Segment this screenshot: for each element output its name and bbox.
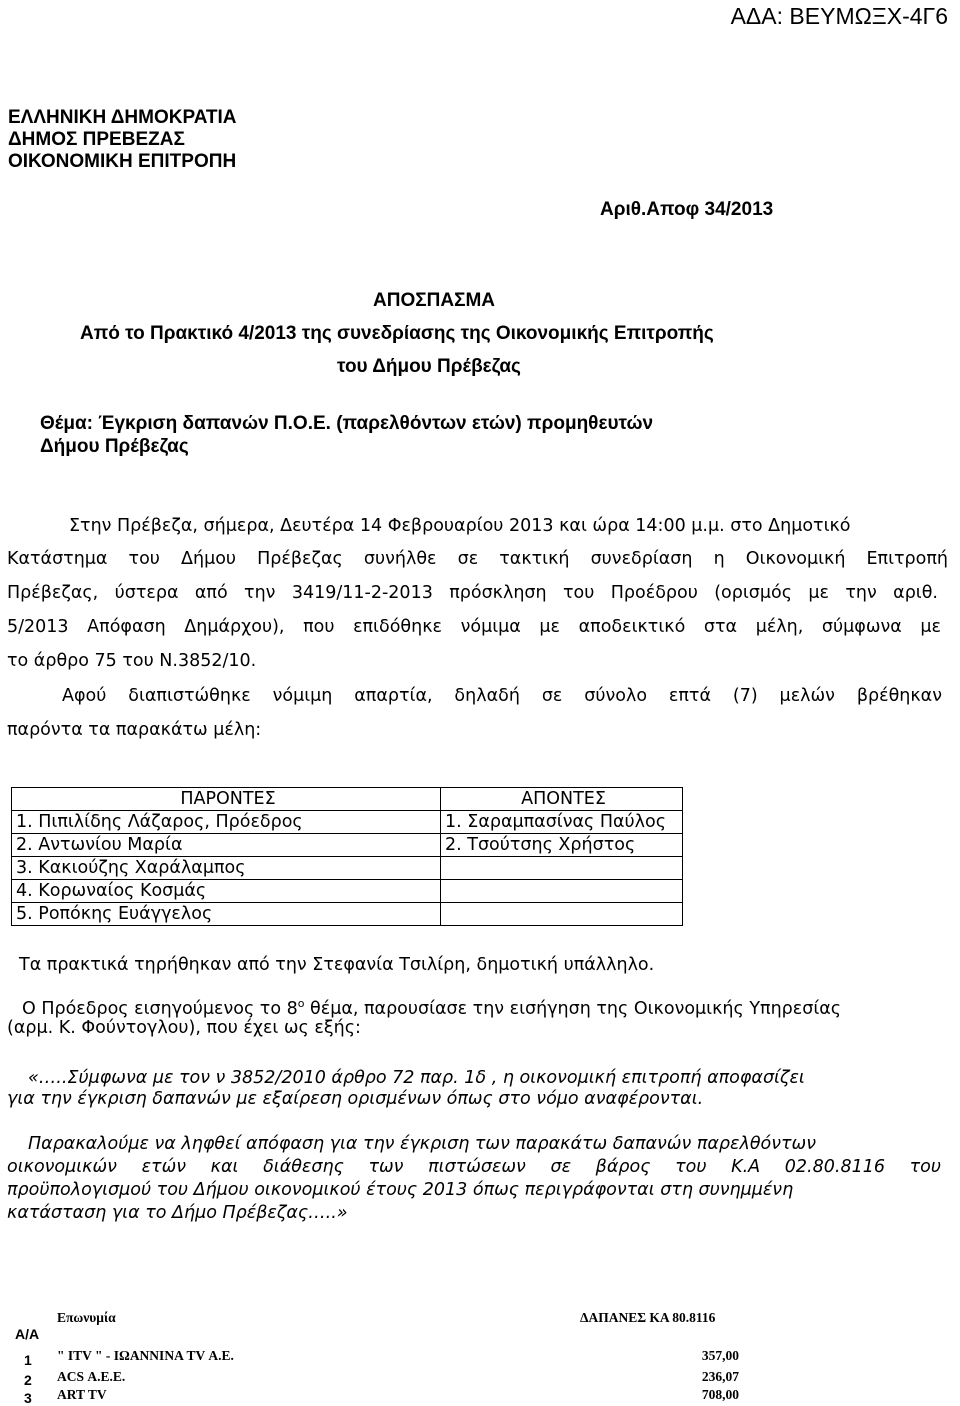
extract-title: ΑΠΟΣΠΑΣΜΑ [373,290,496,311]
expense-row-no: 1 [24,1352,32,1368]
intro-line3: Πρέβεζας, ύστερα από την 3419/11-2-2013 πρόσκληση του Προέδρου (ορισμός με την αριθ. [7,583,938,603]
quote1-line1: «…..Σύμφωνα με τον ν 3852/2010 άρθρο 72 παρ. 1δ , η οικονομική επιτροπή αποφασίζει [28,1068,805,1088]
table-row [12,834,683,857]
quote2-line3: προϋπολογισμού του Δήμου οικονομικού έτους 2013 όπως περιγράφονται στη συνημμένη [7,1180,794,1200]
intro-line2: Κατάστημα του Δήμου Πρέβεζας συνήλθε σε τακτική συνεδρίαση η Οικονομική Επιτροπή [7,549,948,569]
header-municipality: ΔΗΜΟΣ ΠΡΕΒΕΖΑΣ [8,129,185,150]
ordinal-superscript: ο [297,997,305,1010]
present-member: 4. Κορωναίος Κοσμάς [12,880,441,903]
expense-row-amount: 357,00 [701,1348,739,1363]
table-row [12,903,683,926]
intro-line5: το άρθρο 75 του Ν.3852/10. [7,651,257,671]
expenses-col-amount: ΔΑΠΑΝΕΣ ΚΑ 80.8116 [580,1310,716,1325]
present-member: 2. Αντωνίου Μαρία [12,834,441,857]
rapporteur-text-a: Ο Πρόεδρος εισηγούμενος το 8 [22,998,298,1019]
present-member: 5. Ροπόκης Ευάγγελος [12,903,441,926]
expense-row-no: 2 [24,1372,32,1388]
present-header: ΠΑΡΟΝΤΕΣ [12,788,441,811]
absent-member: 1. Σαραμπασίνας Παύλος [441,811,683,834]
empty-cell [441,903,683,926]
intro-line4: 5/2013 Απόφαση Δημάρχου), που επιδόθηκε νόμιμα με αποδεικτικό στα μέλη, σύμφωνα με [7,617,941,637]
rapporteur-text-b: θέμα, παρουσίασε την εισήγηση της Οικονομικής Υπηρεσίας [304,998,842,1019]
empty-cell [441,857,683,880]
header-country: ΕΛΛΗΝΙΚΗ ΔΗΜΟΚΡΑΤΙΑ [8,107,237,128]
table-row [12,857,683,880]
ada-code: ΑΔΑ: ΒΕΥΜΩΞΧ-4Γ6 [730,3,948,29]
quote2-line2: οικονομικών ετών και διάθεσης των πιστώσεων σε βάρος του Κ.Α 02.80.8116 του [7,1157,941,1177]
members-table [11,787,683,926]
absent-header: ΑΠΟΝΤΕΣ [441,788,683,811]
expenses-col-name: Επωνυμία [57,1310,116,1325]
present-member: 3. Κακιούζης Χαράλαμπος [12,857,441,880]
decision-number: Αριθ.Αποφ 34/2013 [600,199,774,220]
rapporteur-line2: (αρμ. Κ. Φούντογλου), που έχει ως εξής: [7,1018,361,1038]
table-row [12,811,683,834]
expense-row-name: ART TV [57,1387,107,1402]
minutes-keeper: Τα πρακτικά τηρήθηκαν από την Στεφανία Τσιλίρη, δημοτική υπάλληλο. [19,955,655,975]
expense-row-name: " ITV " - ΙΩΑΝΝΙΝΑ TV Α.Ε. [57,1348,234,1363]
subject-line2: Δήμου Πρέβεζας [40,436,189,457]
quote2-line4: κατάσταση για το Δήμο Πρέβεζας…..» [7,1203,348,1223]
extract-line1: Από το Πρακτικό 4/2013 της συνεδρίασης της Οικονομικής Επιτροπής [80,323,714,344]
expense-row-amount: 236,07 [701,1369,739,1384]
intro-line1: Στην Πρέβεζα, σήμερα, Δευτέρα 14 Φεβρουαρίου 2013 και ώρα 14:00 μ.μ. στο Δημοτικό [69,516,851,536]
present-member: 1. Πιπιλίδης Λάζαρος, Πρόεδρος [12,811,441,834]
quote2-line1: Παρακαλούμε να ληφθεί απόφαση για την έγκριση των παρακάτω δαπανών παρελθόντων [28,1134,816,1154]
header-committee: ΟΙΚΟΝΟΜΙΚΗ ΕΠΙΤΡΟΠΗ [8,151,237,172]
expense-row-name: ACS Α.Ε.Ε. [57,1369,126,1384]
expense-row-amount: 708,00 [701,1387,739,1402]
quorum-line2: παρόντα τα παρακάτω μέλη: [7,720,262,740]
expenses-col-no: Α/Α [15,1326,40,1342]
rapporteur-line1 [22,997,841,1019]
table-row [12,880,683,903]
members-header-row [12,788,683,811]
extract-line2: του Δήμου Πρέβεζας [337,356,521,377]
subject-line1: Θέμα: Έγκριση δαπανών Π.Ο.Ε. (παρελθόντων ετών) προμηθευτών [40,413,654,434]
expense-row-no: 3 [24,1390,32,1406]
absent-member: 2. Τσούτσης Χρήστος [441,834,683,857]
empty-cell [441,880,683,903]
quorum-line1: Αφού διαπιστώθηκε νόμιμη απαρτία, δηλαδή σε σύνολο επτά (7) μελών βρέθηκαν [62,686,942,706]
quote1-line2: για την έγκριση δαπανών με εξαίρεση ορισμένων όπως στο νόμο αναφέρονται. [7,1089,704,1109]
